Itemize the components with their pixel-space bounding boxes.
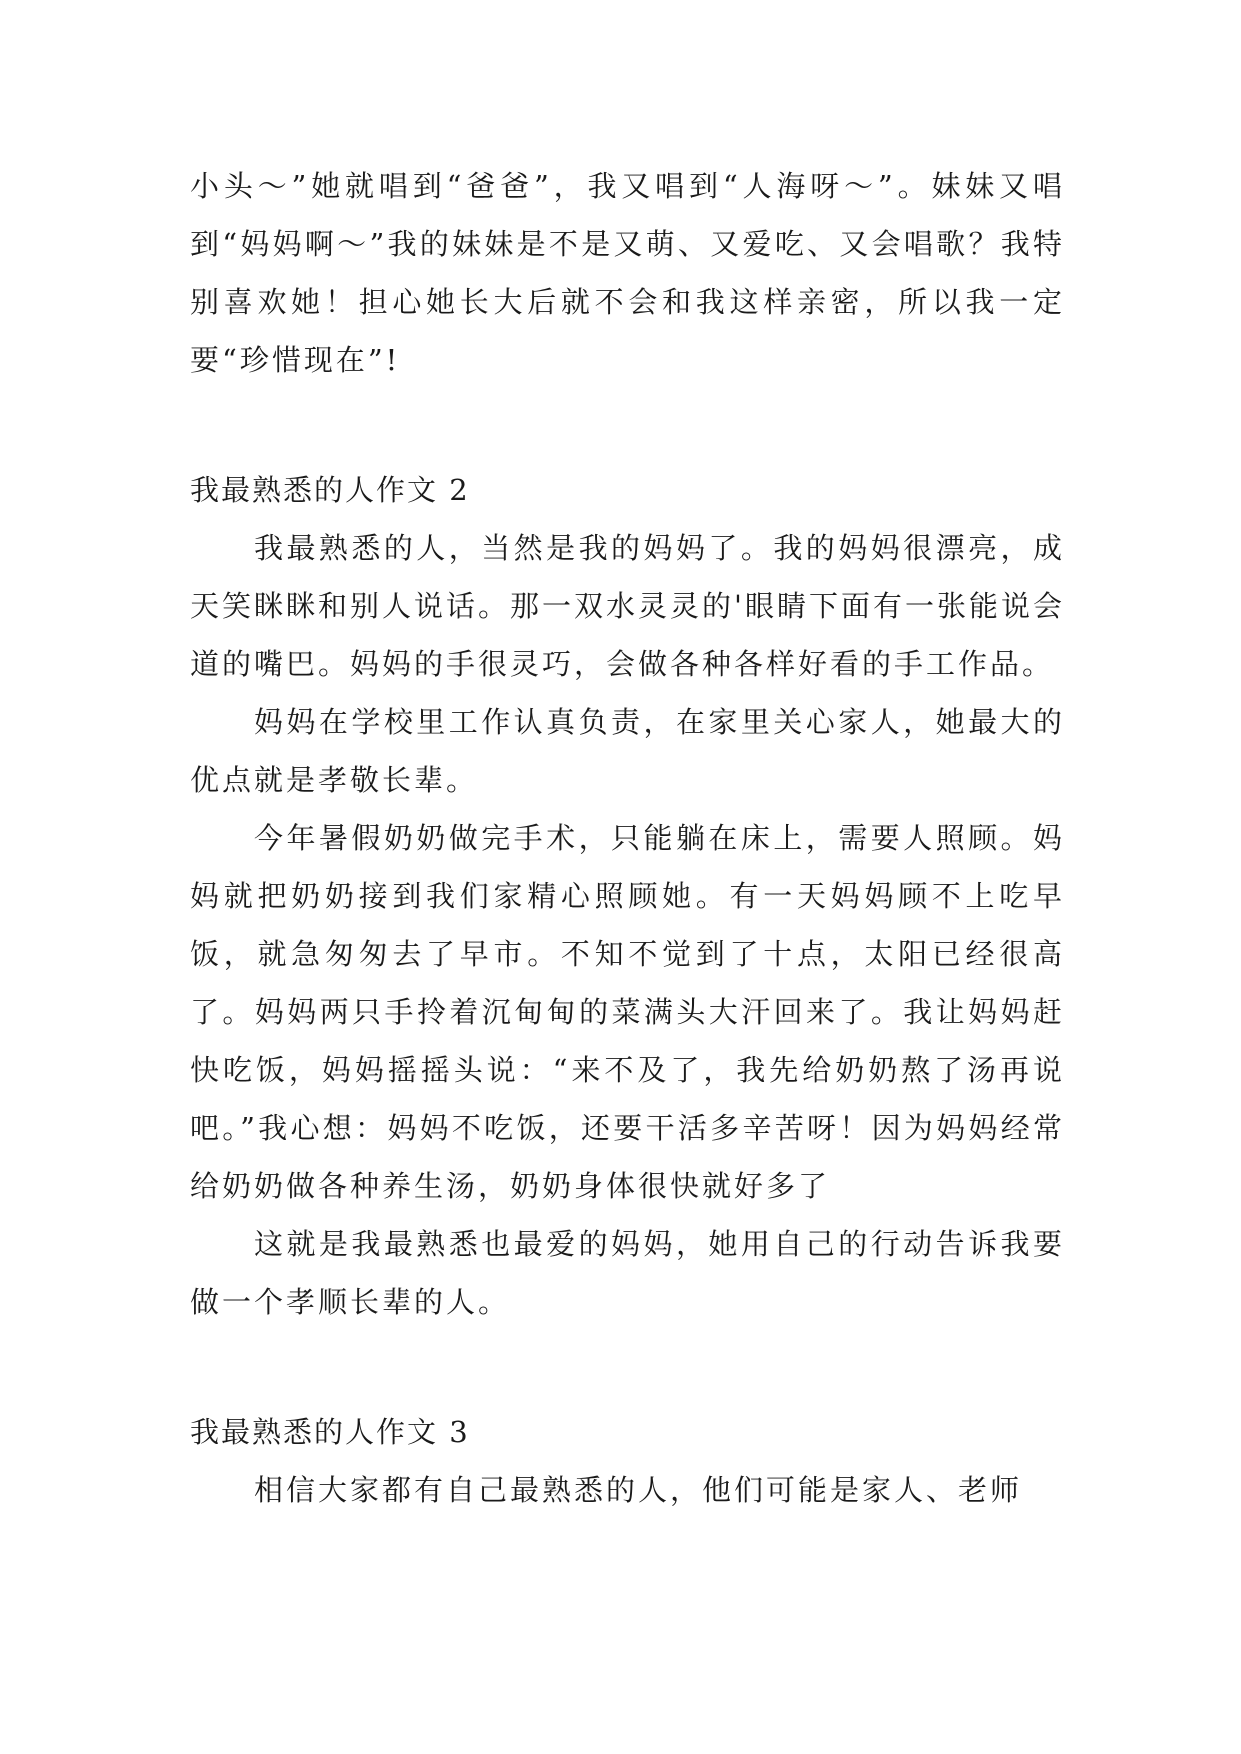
section-title-3: 我最熟悉的人作文 3	[190, 1415, 470, 1449]
section-gap	[190, 389, 1065, 461]
section2-paragraph-1: 我最熟悉的人，当然是我的妈妈了。我的妈妈很漂亮，成天笑眯眯和别人说话。那一双水灵灵的'眼睛下面有一张能说会道的嘴巴。妈妈的手很灵巧，会做各种各样好看的手工作品。	[190, 531, 1065, 681]
section-gap	[190, 1331, 1065, 1403]
section3-paragraph-1: 相信大家都有自己最熟悉的人，他们可能是家人、老师	[254, 1473, 1023, 1507]
section-title-2: 我最熟悉的人作文 2	[190, 473, 470, 507]
section2-paragraph-2: 妈妈在学校里工作认真负责，在家里关心家人，她最大的优点就是孝敬长辈。	[190, 705, 1065, 797]
section2-paragraph-3: 今年暑假奶奶做完手术，只能躺在床上，需要人照顾。妈妈就把奶奶接到我们家精心照顾她。有一天妈妈顾不上吃早饭，就急匆匆去了早市。不知不觉到了十点，太阳已经很高了。妈妈两只手拎着沉甸甸的菜满头大汗回来了。我让妈妈赶快吃饭，妈妈摇摇头说：“来不及了，我先给奶奶熬了汤再说吧。”我心想：妈妈不吃饭，还要干活多辛苦呀！因为妈妈经常给奶奶做各种养生汤，奶奶身体很快就好多了	[190, 821, 1065, 1203]
document-body	[190, 157, 1065, 1519]
section2-paragraph-4: 这就是我最熟悉也最爱的妈妈，她用自己的行动告诉我要做一个孝顺长辈的人。	[190, 1227, 1065, 1319]
intro-paragraph: 小头～”她就唱到“爸爸”，我又唱到“人海呀～”。妹妹又唱到“妈妈啊～”我的妹妹是不是又萌、又爱吃、又会唱歌？我特别喜欢她！担心她长大后就不会和我这样亲密，所以我一定要“珍惜现在”!	[190, 169, 1065, 377]
